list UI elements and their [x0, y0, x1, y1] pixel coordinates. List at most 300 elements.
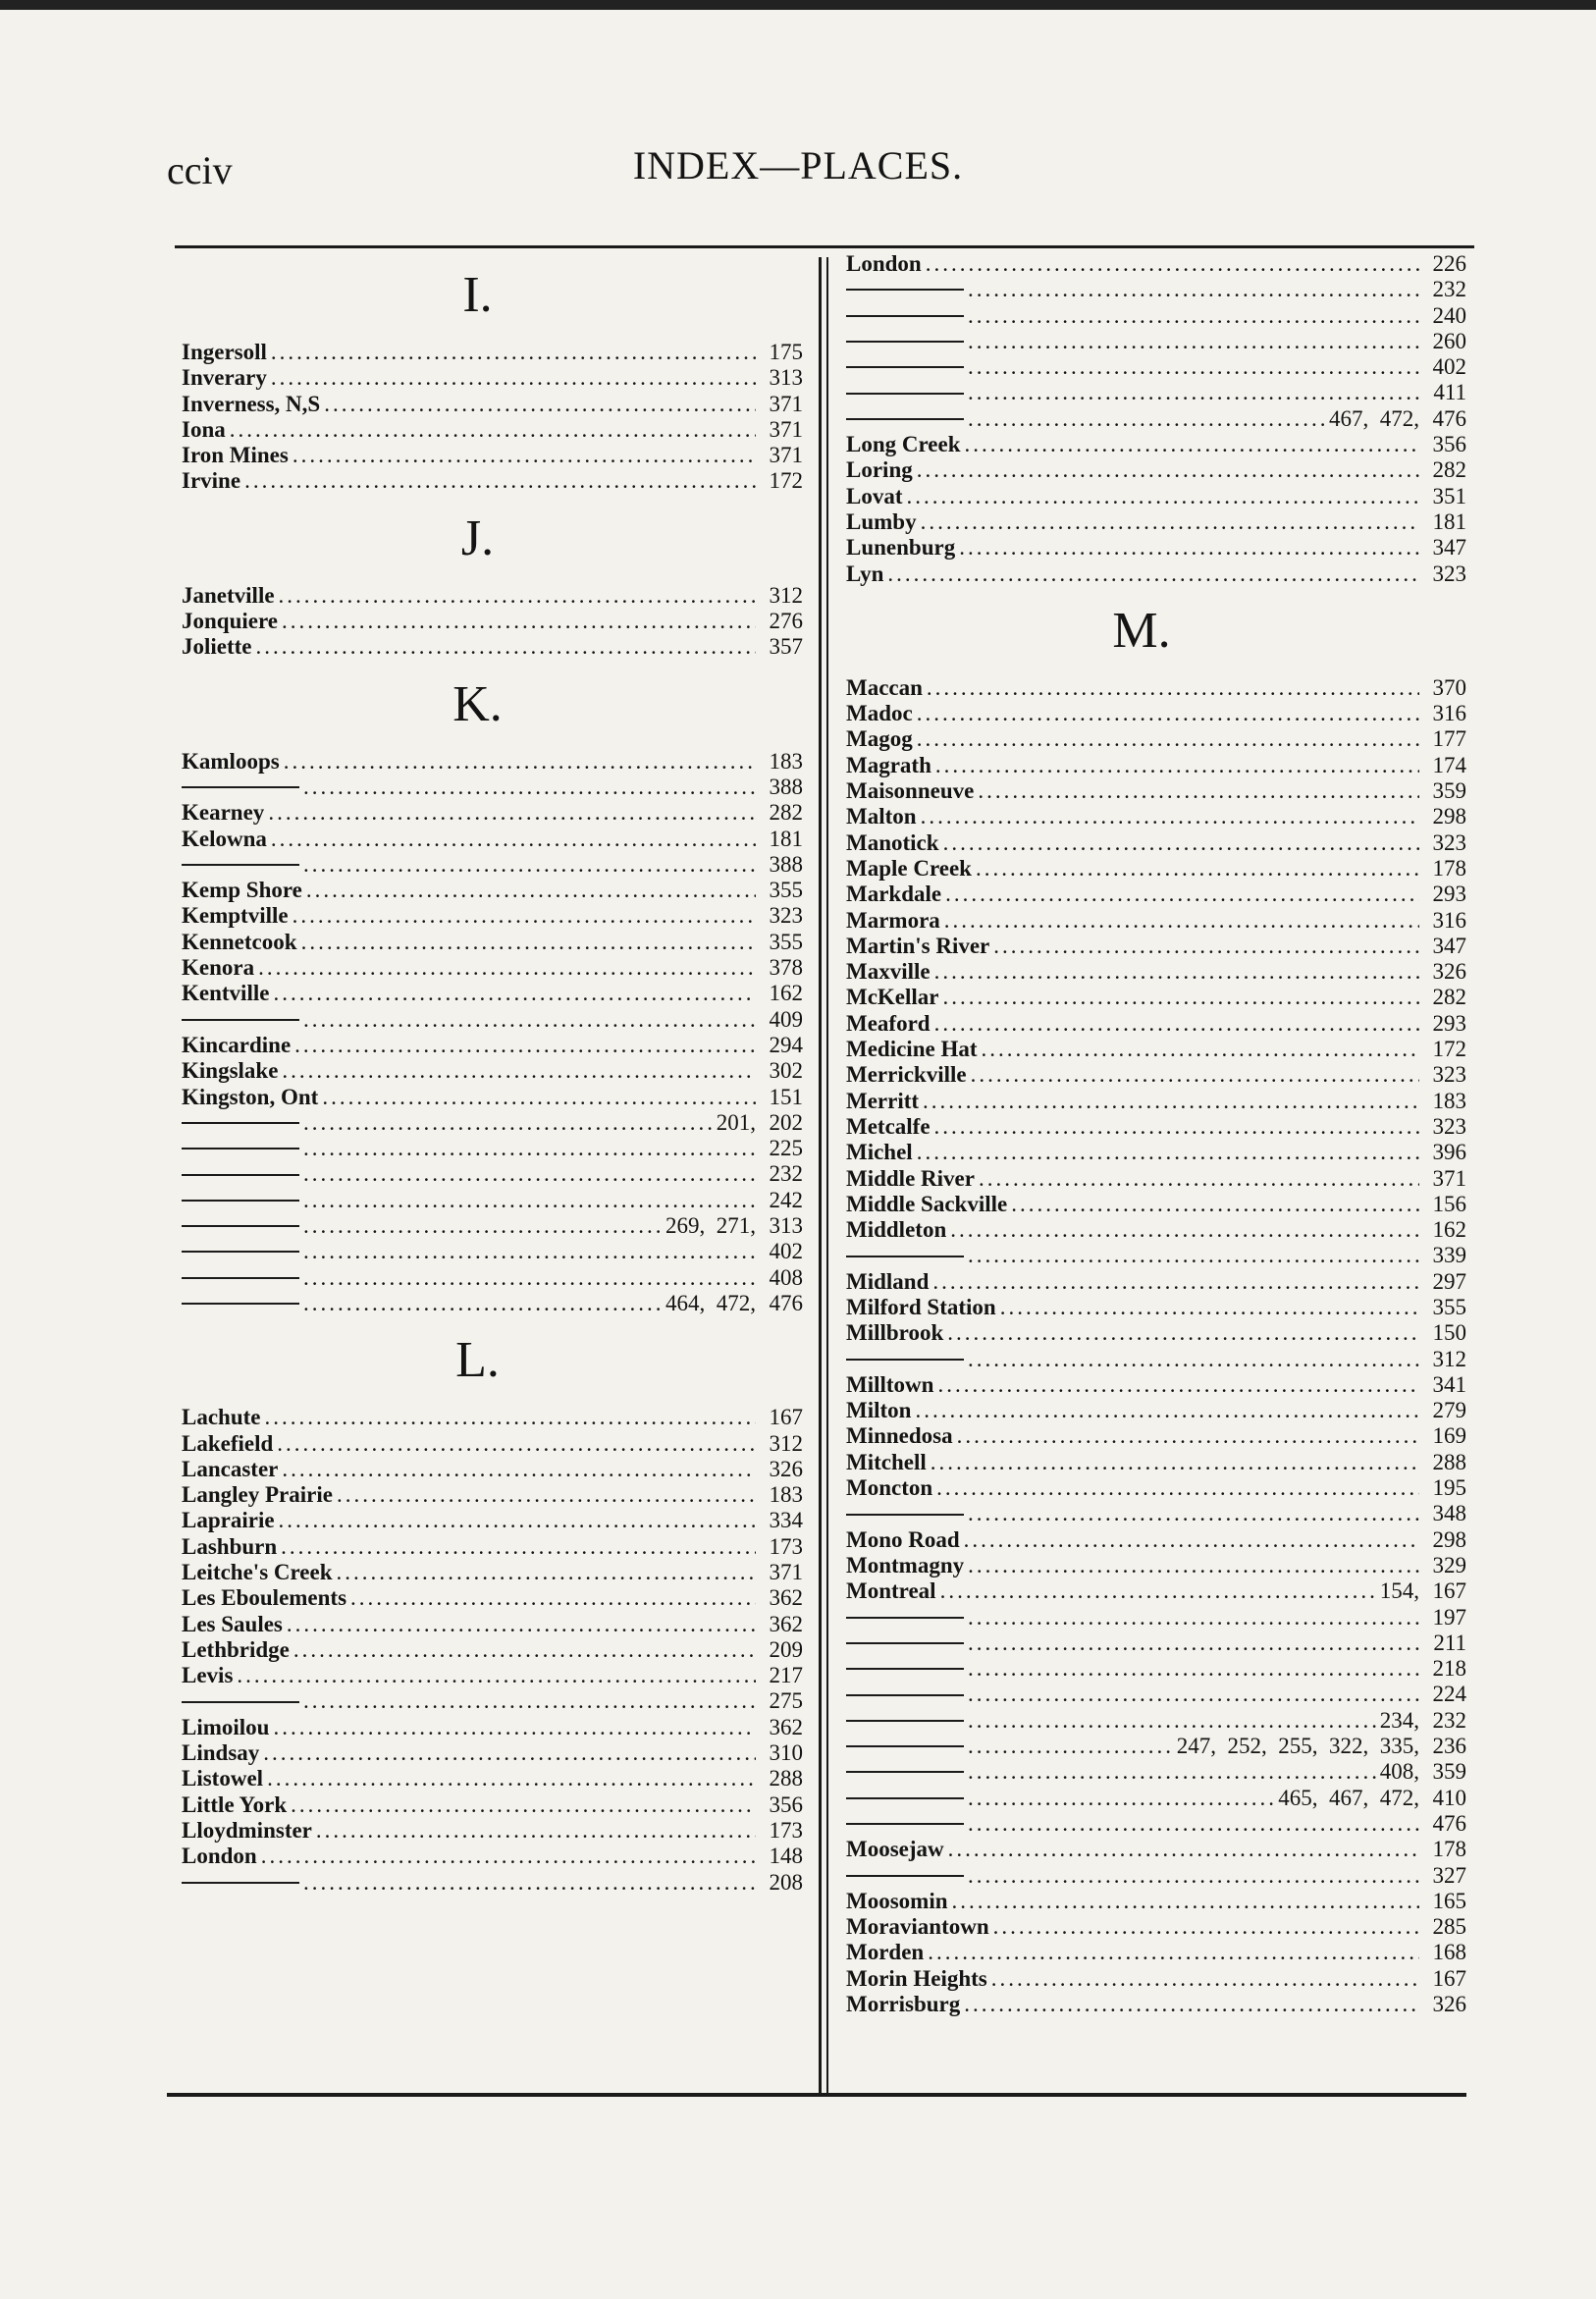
index-entry — [846, 985, 1466, 1010]
page-ref: 371 — [769, 391, 803, 416]
place-name: Mono Road — [846, 1526, 960, 1552]
page-ref: 150 — [1432, 1320, 1466, 1346]
place-name: Madoc — [846, 701, 913, 726]
page-ref: 313 — [769, 1213, 803, 1239]
page-ref: 224 — [1432, 1682, 1466, 1707]
page-ref: 275 — [769, 1688, 803, 1714]
place-name: Midland — [846, 1268, 930, 1294]
page-ref: 371 — [769, 416, 803, 442]
dot-leader — [237, 1663, 756, 1688]
page-ref: 169 — [1432, 1423, 1466, 1449]
page-top-border — [0, 0, 1596, 10]
index-entry — [182, 775, 803, 800]
place-name: Maple Creek — [846, 855, 972, 881]
place-name: Metcalfe — [846, 1113, 931, 1139]
index-entry — [846, 1734, 1466, 1759]
place-name: Irvine — [182, 468, 241, 494]
extra-page-refs: 247, 252, 255, 322, 335, — [1176, 1734, 1419, 1759]
index-entry — [846, 1992, 1466, 2017]
place-name: Moosejaw — [846, 1837, 944, 1862]
page-ref: 225 — [769, 1136, 803, 1161]
page-ref: 402 — [1432, 354, 1466, 380]
dot-leader — [957, 1423, 1419, 1449]
dot-leader — [968, 1682, 1419, 1707]
index-entry — [846, 277, 1466, 302]
index-entry — [846, 406, 1466, 432]
index-entry — [846, 726, 1466, 752]
page-ref: 148 — [769, 1844, 803, 1869]
index-entry — [182, 749, 803, 775]
page-ref: 288 — [769, 1766, 803, 1791]
place-name: Malton — [846, 804, 917, 829]
dot-leader — [968, 1243, 1419, 1268]
dot-leader — [944, 908, 1419, 934]
dot-leader — [947, 1320, 1419, 1346]
column-divider — [826, 257, 828, 2093]
dot-leader — [976, 856, 1419, 882]
dot-leader — [258, 955, 756, 981]
place-name: Lyn — [846, 561, 884, 586]
dot-leader — [337, 1560, 756, 1585]
dot-leader — [934, 959, 1419, 985]
dot-leader — [279, 1508, 756, 1533]
dot-leader — [263, 1740, 756, 1766]
index-entry — [182, 1870, 803, 1896]
index-entry — [182, 827, 803, 852]
index-entry — [846, 1062, 1466, 1088]
page-ref: 310 — [769, 1740, 803, 1766]
place-name: Maisonneuve — [846, 778, 975, 804]
page-ref: 242 — [769, 1187, 803, 1212]
page-ref: 339 — [1432, 1243, 1466, 1268]
dot-leader — [927, 675, 1419, 701]
place-name: McKellar — [846, 985, 939, 1010]
page-ref: 356 — [1432, 432, 1466, 457]
ditto-dash — [182, 1303, 299, 1305]
place-name: Lindsay — [182, 1740, 260, 1766]
dot-leader — [293, 443, 756, 468]
page-ref: 323 — [1432, 1062, 1466, 1088]
page-ref: 165 — [1432, 1888, 1466, 1913]
page-ref: 293 — [1432, 882, 1466, 907]
place-name: Middle Sackville — [846, 1191, 1008, 1216]
place-name: Maxville — [846, 959, 931, 985]
page-ref: 297 — [1432, 1268, 1466, 1294]
dot-leader — [303, 1213, 662, 1239]
index-entry — [182, 1007, 803, 1033]
dot-leader — [244, 468, 756, 494]
dot-leader — [273, 1715, 756, 1740]
page-ref: 326 — [769, 1456, 803, 1481]
page-ref: 409 — [769, 1006, 803, 1032]
dot-leader — [935, 753, 1419, 778]
page-ref: 178 — [1432, 1837, 1466, 1862]
page-ref: 359 — [1432, 778, 1466, 804]
section-letter: J. — [460, 509, 495, 566]
page-ref: 323 — [769, 903, 803, 929]
page-ref: 359 — [1432, 1759, 1466, 1785]
page-ref: 370 — [1432, 674, 1466, 700]
right-column — [846, 251, 1466, 2017]
page-ref: 371 — [769, 443, 803, 468]
index-entry — [846, 1320, 1466, 1346]
place-name: Inverary — [182, 365, 267, 391]
left-column — [182, 251, 803, 1896]
dot-leader — [917, 701, 1419, 726]
page-ref: 312 — [1432, 1346, 1466, 1371]
page-ref: 411 — [1433, 380, 1466, 405]
place-name: Lashburn — [182, 1533, 278, 1559]
index-section — [846, 587, 1466, 2017]
page-ref: 323 — [1432, 1113, 1466, 1139]
dot-leader — [1011, 1192, 1419, 1217]
index-entry — [846, 484, 1466, 509]
page-ref: 396 — [1432, 1140, 1466, 1165]
index-entry — [182, 1740, 803, 1766]
dot-leader — [230, 417, 756, 443]
page-ref: 172 — [1432, 1037, 1466, 1062]
dot-leader — [917, 726, 1419, 752]
dot-leader — [968, 277, 1419, 302]
page-ref: 298 — [1432, 804, 1466, 829]
page-ref: 178 — [1432, 855, 1466, 881]
page-ref: 347 — [1432, 933, 1466, 958]
page-ref: 276 — [769, 609, 803, 634]
dot-leader — [921, 804, 1419, 829]
index-entry — [182, 1766, 803, 1791]
index-section — [182, 661, 803, 1317]
index-entry — [846, 251, 1466, 277]
index-entry — [846, 778, 1466, 804]
page-ref: 388 — [769, 774, 803, 799]
dot-leader — [277, 1431, 756, 1457]
page-ref: 312 — [769, 582, 803, 608]
index-entry — [846, 1089, 1466, 1114]
ditto-dash — [846, 1256, 964, 1257]
index-entry — [846, 1656, 1466, 1682]
index-entry — [846, 1037, 1466, 1062]
bottom-rule — [167, 2093, 1466, 2097]
index-entry — [846, 432, 1466, 457]
page-ref: 202 — [769, 1109, 803, 1135]
dot-leader — [940, 1578, 1376, 1604]
page-ref: 347 — [1432, 535, 1466, 561]
index-entry — [846, 1631, 1466, 1656]
index-entry — [182, 1265, 803, 1291]
place-name: Lachute — [182, 1405, 261, 1430]
page-ref: 362 — [769, 1611, 803, 1636]
extra-page-refs: 464, 472, — [665, 1290, 756, 1315]
page-ref: 327 — [1432, 1862, 1466, 1888]
index-entry — [846, 1398, 1466, 1423]
index-entry — [182, 365, 803, 391]
place-name: Mitchell — [846, 1449, 927, 1474]
page-ref: 313 — [769, 365, 803, 391]
page-number: cciv — [167, 148, 233, 192]
page-ref: 282 — [1432, 985, 1466, 1010]
ditto-dash — [182, 864, 299, 866]
ditto-dash — [846, 1668, 964, 1670]
dot-leader — [948, 1837, 1419, 1862]
ditto-dash — [846, 1617, 964, 1619]
index-entry — [182, 981, 803, 1006]
dot-leader — [936, 1475, 1419, 1501]
index-entry — [182, 930, 803, 955]
index-entry — [846, 1759, 1466, 1785]
index-entry — [846, 1475, 1466, 1501]
index-entry — [182, 1508, 803, 1533]
dot-leader — [943, 985, 1419, 1010]
page-ref: 355 — [1432, 1294, 1466, 1319]
place-name: Ingersoll — [182, 340, 267, 364]
place-name: Lethbridge — [182, 1636, 290, 1662]
dot-leader — [291, 1792, 756, 1818]
dot-leader — [316, 1818, 756, 1844]
dot-leader — [993, 934, 1419, 959]
ditto-dash — [182, 1251, 299, 1253]
page-ref: 240 — [1432, 302, 1466, 328]
page-ref: 195 — [1432, 1475, 1466, 1501]
page-ref: 298 — [1432, 1526, 1466, 1552]
place-name: Milltown — [846, 1371, 934, 1397]
extra-page-refs: 465, 467, 472, — [1278, 1785, 1419, 1810]
place-name: Kemptville — [182, 903, 289, 929]
index-entry — [846, 1578, 1466, 1604]
index-entry — [182, 1715, 803, 1740]
ditto-dash — [846, 1359, 964, 1361]
index-entry — [846, 1423, 1466, 1449]
index-entry — [846, 1553, 1466, 1578]
dot-leader — [303, 1161, 756, 1187]
index-entry — [846, 959, 1466, 985]
ditto-dash — [846, 289, 964, 291]
page-ref: 167 — [769, 1405, 803, 1430]
dot-leader — [268, 800, 756, 826]
page-ref: 211 — [1433, 1630, 1466, 1655]
place-name: Montmagny — [846, 1552, 965, 1577]
ditto-dash — [182, 1122, 299, 1124]
ditto-dash — [846, 1745, 964, 1747]
index-entry — [846, 303, 1466, 329]
page-ref: 174 — [1432, 752, 1466, 777]
dot-leader — [968, 1786, 1274, 1811]
index-entry — [846, 1372, 1466, 1398]
dot-leader — [350, 1585, 756, 1611]
index-entry — [846, 804, 1466, 829]
index-entry — [846, 675, 1466, 701]
page-ref: 378 — [769, 955, 803, 981]
dot-leader — [322, 1085, 756, 1110]
index-entry — [182, 1239, 803, 1264]
dot-leader — [294, 1033, 756, 1058]
index-entry — [182, 955, 803, 981]
page-ref: 371 — [769, 1559, 803, 1584]
index-entry — [846, 1914, 1466, 1940]
index-entry — [182, 1188, 803, 1213]
ditto-dash — [846, 1720, 964, 1722]
place-name: Middle River — [846, 1165, 975, 1191]
place-name: Kemp Shore — [182, 878, 302, 903]
place-name: Morden — [846, 1940, 925, 1965]
place-name: Kenora — [182, 955, 255, 981]
page-ref: 282 — [1432, 457, 1466, 483]
page-ref: 288 — [1432, 1449, 1466, 1474]
dot-leader — [964, 1527, 1419, 1553]
page-ref: 167 — [1432, 1965, 1466, 1991]
place-name: Loring — [846, 457, 913, 483]
dot-leader — [303, 1239, 756, 1264]
place-name: Iona — [182, 416, 226, 442]
page-ref: 173 — [769, 1533, 803, 1559]
index-entry — [182, 1058, 803, 1084]
dot-leader — [303, 1110, 713, 1136]
index-entry — [846, 561, 1466, 587]
place-name: Lloydminster — [182, 1817, 312, 1843]
place-name: London — [846, 251, 922, 276]
dot-leader — [971, 1062, 1419, 1088]
page-ref: 316 — [1432, 907, 1466, 933]
page-ref: 476 — [1432, 1810, 1466, 1836]
section-letter: K. — [452, 675, 503, 732]
index-entry — [846, 1166, 1466, 1192]
entry-list — [846, 675, 1466, 2017]
index-section — [182, 251, 803, 495]
page-ref: 408 — [769, 1264, 803, 1290]
place-name: Morin Heights — [846, 1965, 987, 1991]
ditto-dash — [846, 393, 964, 395]
dot-leader — [282, 609, 756, 634]
index-entry — [182, 852, 803, 878]
index-entry — [846, 1295, 1466, 1320]
place-name: Inverness, N,S — [182, 391, 321, 416]
place-name: Levis — [182, 1663, 234, 1688]
index-section — [182, 495, 803, 661]
place-name: Langley Prairie — [182, 1482, 333, 1508]
page-ref: 236 — [1432, 1734, 1466, 1759]
index-entry — [846, 1527, 1466, 1553]
ditto-dash — [846, 1771, 964, 1773]
page-ref: 334 — [769, 1508, 803, 1533]
extra-page-refs: 408, — [1379, 1759, 1419, 1785]
dot-leader — [303, 852, 756, 878]
index-entry — [182, 1291, 803, 1316]
section-letter: L. — [455, 1332, 500, 1389]
place-name: London — [182, 1844, 257, 1869]
page-ref: 323 — [1432, 561, 1466, 586]
dot-leader — [993, 1914, 1419, 1940]
index-entry — [182, 1637, 803, 1663]
dot-leader — [968, 1501, 1419, 1526]
extra-page-refs: 201, — [716, 1109, 756, 1135]
page-ref: 476 — [1432, 405, 1466, 431]
dot-leader — [1000, 1295, 1419, 1320]
index-entry — [846, 1450, 1466, 1475]
page-ref: 167 — [1432, 1578, 1466, 1604]
page-ref: 162 — [1432, 1217, 1466, 1243]
section-letter: I. — [462, 267, 493, 323]
index-entry — [182, 468, 803, 494]
place-name: Limoilou — [182, 1714, 270, 1739]
page-ref: 402 — [769, 1239, 803, 1264]
place-name: Laprairie — [182, 1508, 275, 1533]
index-section — [182, 1316, 803, 1896]
dot-leader — [959, 535, 1419, 561]
index-entry — [846, 1863, 1466, 1889]
page-ref: 177 — [1432, 726, 1466, 752]
ditto-dash — [846, 366, 964, 368]
place-name: Kamloops — [182, 748, 280, 774]
dot-leader — [306, 878, 756, 903]
page-ref: 341 — [1432, 1371, 1466, 1397]
place-name: Les Saules — [182, 1611, 283, 1636]
index-entry — [182, 1534, 803, 1560]
place-name: Moosomin — [846, 1888, 948, 1913]
dot-leader — [952, 1889, 1420, 1914]
index-entry — [846, 753, 1466, 778]
page-ref: 232 — [1432, 1707, 1466, 1733]
dot-leader — [915, 1398, 1419, 1423]
index-entry — [846, 1192, 1466, 1217]
page-ref: 173 — [769, 1817, 803, 1843]
page-ref: 232 — [1432, 277, 1466, 302]
ditto-dash — [182, 1200, 299, 1202]
page-ref: 279 — [1432, 1398, 1466, 1423]
index-entry — [182, 1136, 803, 1161]
index-entry — [846, 1011, 1466, 1037]
place-name: Kearney — [182, 800, 265, 826]
page-ref: 218 — [1432, 1656, 1466, 1682]
dot-leader — [921, 509, 1419, 535]
place-name: Martin's River — [846, 933, 990, 958]
place-name: Minnedosa — [846, 1423, 953, 1449]
place-name: Kentville — [182, 981, 270, 1006]
dot-leader — [968, 1734, 1173, 1759]
dot-leader — [968, 1631, 1419, 1656]
page-ref: 362 — [769, 1714, 803, 1739]
page-ref: 476 — [769, 1290, 803, 1315]
dot-leader — [303, 1291, 662, 1316]
dot-leader — [917, 1140, 1419, 1165]
ditto-dash — [846, 418, 964, 420]
place-name: Meaford — [846, 1010, 931, 1036]
index-entry — [182, 1560, 803, 1585]
page-ref: 410 — [1432, 1785, 1466, 1810]
dot-leader — [950, 1217, 1419, 1243]
page-ref: 209 — [769, 1636, 803, 1662]
index-entry — [182, 417, 803, 443]
index-entry — [846, 1605, 1466, 1631]
place-name: Merritt — [846, 1088, 920, 1113]
index-entry — [182, 340, 803, 365]
page-ref: 355 — [769, 929, 803, 954]
dot-leader — [271, 827, 756, 852]
extra-page-refs: 269, 271, — [665, 1213, 756, 1239]
index-entry — [846, 1811, 1466, 1837]
index-entry — [846, 329, 1466, 354]
ditto-dash — [846, 1514, 964, 1516]
dot-leader — [979, 1166, 1419, 1192]
dot-leader — [287, 1612, 756, 1637]
place-name: Marmora — [846, 907, 940, 933]
page-ref: 183 — [1432, 1088, 1466, 1113]
page-ref: 329 — [1432, 1552, 1466, 1577]
place-name: Lakefield — [182, 1430, 274, 1456]
dot-leader — [968, 1863, 1419, 1889]
page-ref: 183 — [769, 1482, 803, 1508]
dot-leader — [303, 1688, 756, 1714]
place-name: Kennetcook — [182, 929, 297, 954]
index-entry — [182, 443, 803, 468]
